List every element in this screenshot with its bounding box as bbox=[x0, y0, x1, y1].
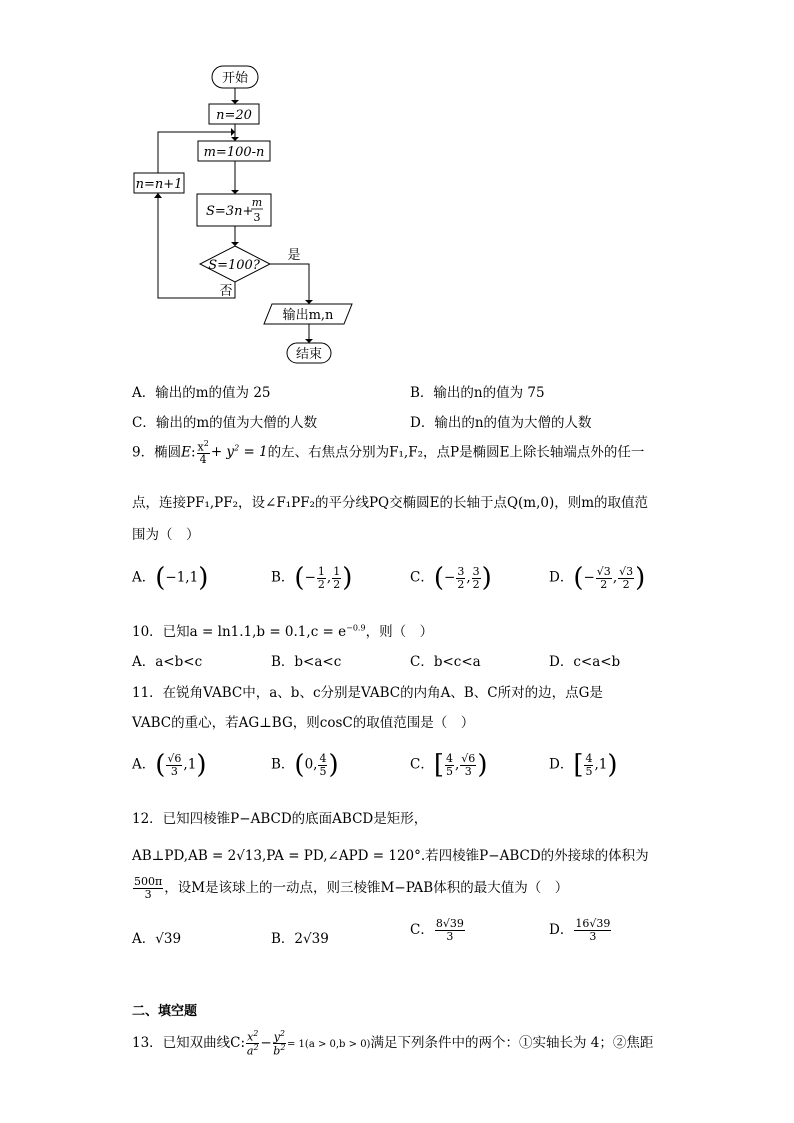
flow-no-label: 否 bbox=[219, 284, 233, 299]
flow-increment-label: n=n+1 bbox=[135, 177, 183, 192]
q9-stem-line1: 9．椭圆E: $\frac{x^2}{4}$ + $y^2 = 1$的左、右焦点分别为F₁,F₂，点P是椭圆E上除长轴端点外的任一 bbox=[132, 439, 645, 467]
q9-suffix: 的左、右焦点分别为F₁,F₂，点P是椭圆E上除长轴端点外的任一 bbox=[267, 444, 645, 461]
q8-option-c: C．输出的m的值为大僧的人数 bbox=[132, 415, 318, 431]
flow-s-denominator: 3 bbox=[253, 211, 261, 224]
q10-option-a: A．a<b<c bbox=[132, 654, 203, 670]
flow-end-label: 结束 bbox=[295, 347, 323, 362]
q12-option-b: B．2√39 bbox=[271, 931, 329, 947]
flowchart bbox=[120, 60, 360, 370]
section-heading: 二、填空题 bbox=[132, 1004, 198, 1019]
q11-stem-line2: VABC的重心，若AG⊥BG，则cosC的取值范围是（ ） bbox=[132, 715, 475, 731]
flow-decision-label: S=100? bbox=[208, 258, 260, 273]
q9-prefix: 9．椭圆 bbox=[132, 444, 182, 461]
q9-stem-line3: 围为（ ） bbox=[132, 527, 200, 543]
q8-option-d: D．输出的n的值为大僧的人数 bbox=[410, 415, 592, 431]
q12-stem-line1: 12．已知四棱锥P−ABCD的底面ABCD是矩形， bbox=[132, 811, 428, 827]
q11-option-a: A．( $\frac{√6}{3}$ ,1) bbox=[132, 750, 207, 780]
q9-stem-line2: 点，连接PF₁,PF₂，设∠F₁PF₂的平分线PQ交椭圆E的长轴于点Q(m,0)，则m的取值范 bbox=[132, 495, 649, 511]
q12-stem-line2: AB⊥PD,AB = 2√13,PA = PD,∠APD = 120°.若四棱锥P−ABCD的外接球的体积为 bbox=[132, 848, 649, 864]
q12-stem-line3: $\frac{500\pi}{3}$ ，设M是该球上的一动点，则三棱锥M−PAB体积的最大值为（ ） bbox=[134, 875, 569, 901]
flow-s-numerator: m bbox=[251, 196, 263, 209]
flow-start-label: 开始 bbox=[221, 71, 249, 86]
q11-option-b: B．(0, $\frac{4}{5}$ ) bbox=[271, 750, 339, 780]
q9-option-c: C．(− $\frac{3}{2}$ , $\frac{3}{2}$ ) bbox=[410, 563, 492, 593]
q10-option-b: B．b<a<c bbox=[271, 654, 342, 670]
q9-option-a: A．(−1,1) bbox=[132, 563, 209, 593]
q8-option-a: A．输出的m的值为 25 bbox=[132, 385, 271, 401]
q10-option-c: C．b<c<a bbox=[410, 654, 481, 670]
q11-stem-line1: 11．在锐角VABC中，a、b、c分别是VABC的内角A、B、C所对的边，点G是 bbox=[132, 685, 603, 701]
flow-init-label: n=20 bbox=[216, 108, 252, 123]
flow-m-label: m=100-n bbox=[203, 145, 265, 160]
flow-yes-label: 是 bbox=[287, 248, 301, 263]
flow-output-label: 输出m,n bbox=[282, 308, 334, 323]
flow-s-prefix: S=3n+ bbox=[206, 204, 254, 219]
q12-option-c: C． $\frac{8√39}{3}$ bbox=[410, 917, 464, 943]
q9-option-b: B．(− $\frac{1}{2}$ , $\frac{1}{2}$ ) bbox=[271, 563, 353, 593]
q11-option-d: D．[ $\frac{4}{5}$ ,1) bbox=[549, 750, 618, 780]
q13-stem: 13．已知双曲线C: $\frac{x^2}{a^2}$ − $\frac{y^2}{b^2}$ = 1(a > 0,b > 0)满足下列条件中的两个：①实轴长为 4；②焦距 bbox=[132, 1029, 654, 1058]
q8-option-b: B．输出的n的值为 75 bbox=[410, 385, 545, 401]
q9-option-d: D．(− $\frac{√3}{2}$ , $\frac{√3}{2}$ ) bbox=[549, 563, 646, 593]
q12-option-d: D． $\frac{16√39}{3}$ bbox=[549, 917, 611, 943]
q12-option-a: A．√39 bbox=[132, 931, 182, 947]
q10-option-d: D．c<a<b bbox=[549, 654, 621, 670]
q11-option-c: C．[ $\frac{4}{5}$ , $\frac{√6}{3}$ ) bbox=[410, 750, 488, 780]
q10-stem: 10．已知$a = \ln 1.1,b = 0.1,c = e^{-0.9}$，则（ ） bbox=[132, 623, 434, 640]
